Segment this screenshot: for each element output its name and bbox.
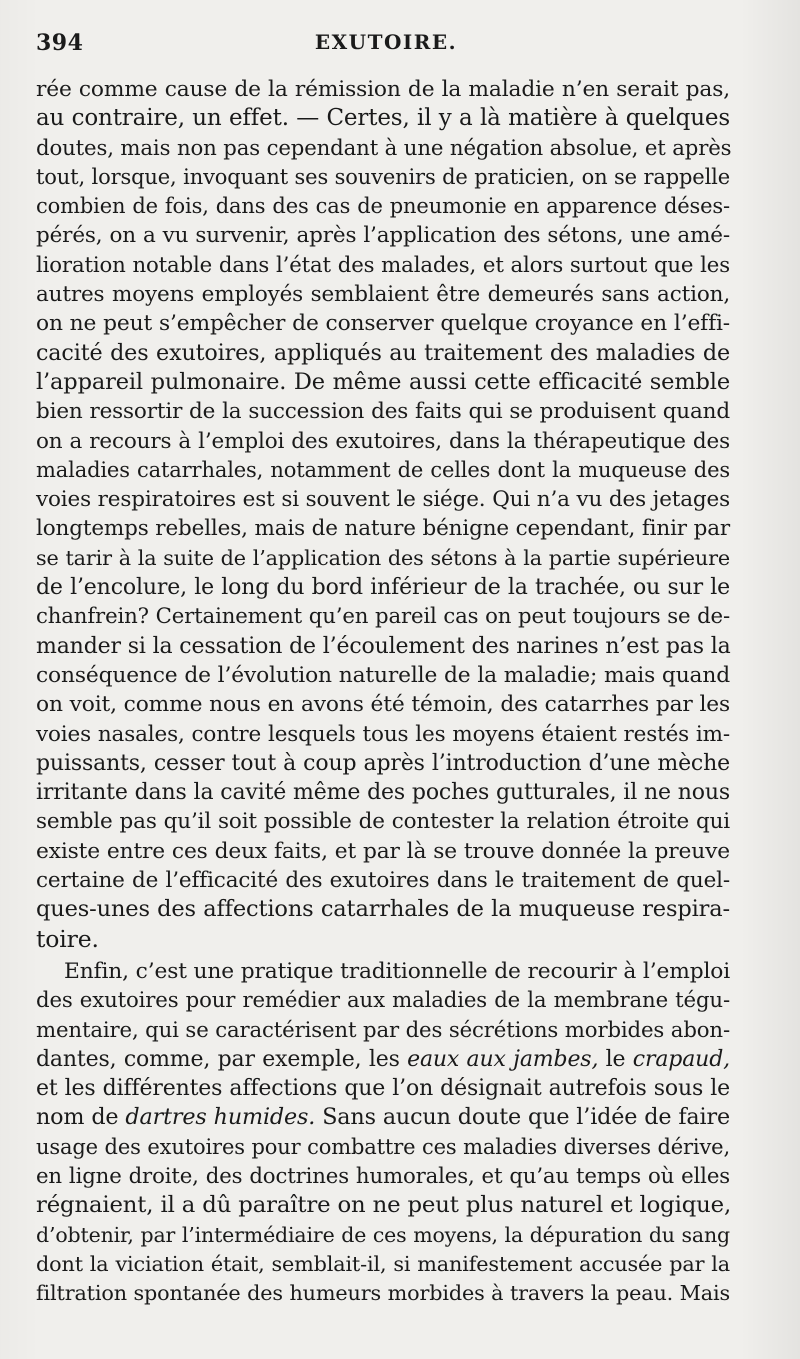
text-line: existe entre ces deux faits, et par là se trouve donnée la preuve [36,838,730,864]
text-line: rée comme cause de la rémission de la maladie n’en serait pas, [36,77,730,102]
text-line: voies respiratoires est si souvent le siége. Qui n’a vu des jetages [36,487,730,513]
text-line: longtemps rebelles, mais de nature bénigne cependant, finir par [36,516,731,542]
text-line: irritante dans la cavité même des poches gutturales, il ne nous [36,780,730,806]
italic-term: eaux aux jambes, [407,1046,599,1072]
text-line: on ne peut s’empêcher de conserver quelque croyance en l’effi- [36,311,730,337]
text-line: certaine de l’efficacité des exutoires dans le traitement de quel- [36,868,730,894]
text-line: mander si la cessation de l’écoulement des narines n’est pas la [36,633,731,659]
text-line: se tarir à la suite de l’application des sétons à la partie supérieure [36,545,730,570]
text-line: on voit, comme nous en avons été témoin, des catarrhes par les [36,692,730,718]
text-line: régnaient, il a dû paraître on ne peut plus naturel et logique, [36,1192,732,1219]
text-line: autres moyens employés semblaient être demeurés sans action, [36,282,730,308]
paragraph-1 [36,75,730,954]
text-line: maladies catarrhales, notamment de celles dont la muqueuse des [36,457,730,482]
text-line: Enfin, c’est une pratique traditionnelle de recourir à l’emploi [64,958,731,984]
text-line: combien de fois, dans des cas de pneumonie en apparence déses- [36,194,730,219]
text-line: filtration spontanée des humeurs morbides à travers la peau. Mais [36,1281,730,1306]
text-line [36,1103,730,1132]
text-line: au contraire, un effet. — Certes, il y a là matière à quelques [36,105,730,132]
paragraph-2 [36,957,730,1309]
text-line: dont la viciation était, semblait-il, si manifestement accusée par la [36,1251,730,1276]
text-line: et les différentes affections que l’on désignait autrefois sous le [36,1076,730,1102]
text-line: tout, lorsque, invoquant ses souvenirs de praticien, on se rappelle [36,164,730,189]
text-run: dantes, comme, par exemple, les [36,1046,408,1072]
text-line: en ligne droite, des doctrines humorales, et qu’au temps où elles [36,1163,730,1189]
text-line: toire. [36,924,99,953]
text-line: on a recours à l’emploi des exutoires, dans la thérapeutique des [36,428,730,454]
text-line: doutes, mais non pas cependant à une négation absolue, et après [36,135,732,161]
text-line: pérés, on a vu survenir, après l’application des sétons, une amé- [36,223,730,249]
text-line: des exutoires pour remédier aux maladies de la membrane tégu- [36,988,730,1014]
text-line: puissants, cesser tout à coup après l’introduction d’une mèche [36,750,730,776]
text-line: bien ressortir de la succession des faits qui se produisent quand [36,399,730,425]
text-line: ques-unes des affections catarrhales de la muqueuse respira- [36,896,730,923]
text-line: voies nasales, contre lesquels tous les moyens étaient restés im- [36,721,730,747]
text-run: nom de [36,1104,126,1131]
page-number: 394 [36,30,84,56]
text-line: d’obtenir, par l’intermédiaire de ces moyens, la dépuration du sang [36,1222,730,1247]
body-text [36,75,730,1308]
text-line [36,1045,730,1074]
text-line: de l’encolure, le long du bord inférieur de la trachée, ou sur le [36,575,730,601]
text-line: chanfrein? Certainement qu’en pareil cas on peut toujours se de- [36,604,730,630]
text-run: Sans aucun doute que l’idée de faire [315,1104,730,1131]
text-line: semble pas qu’il soit possible de contester la relation étroite qui [36,809,730,835]
text-line: cacité des exutoires, appliqués au traitement des maladies de [36,339,730,366]
text-line: mentaire, qui se caractérisent par des sécrétions morbides abon- [36,1017,730,1043]
italic-term: dartres humides. [125,1104,316,1131]
italic-term: crapaud, [632,1046,730,1072]
text-line: conséquence de l’évolution naturelle de la maladie; mais quand [36,662,730,688]
running-title: EXUTOIRE. [314,30,458,54]
page-header [36,30,736,62]
text-line: lioration notable dans l’état des malades, et alors surtout que les [36,252,730,278]
text-run: le [598,1046,633,1072]
text-line: l’appareil pulmonaire. De même aussi cette efficacité semble [36,368,730,395]
text-line: usage des exutoires pour combattre ces maladies diverses dérive, [36,1134,730,1159]
